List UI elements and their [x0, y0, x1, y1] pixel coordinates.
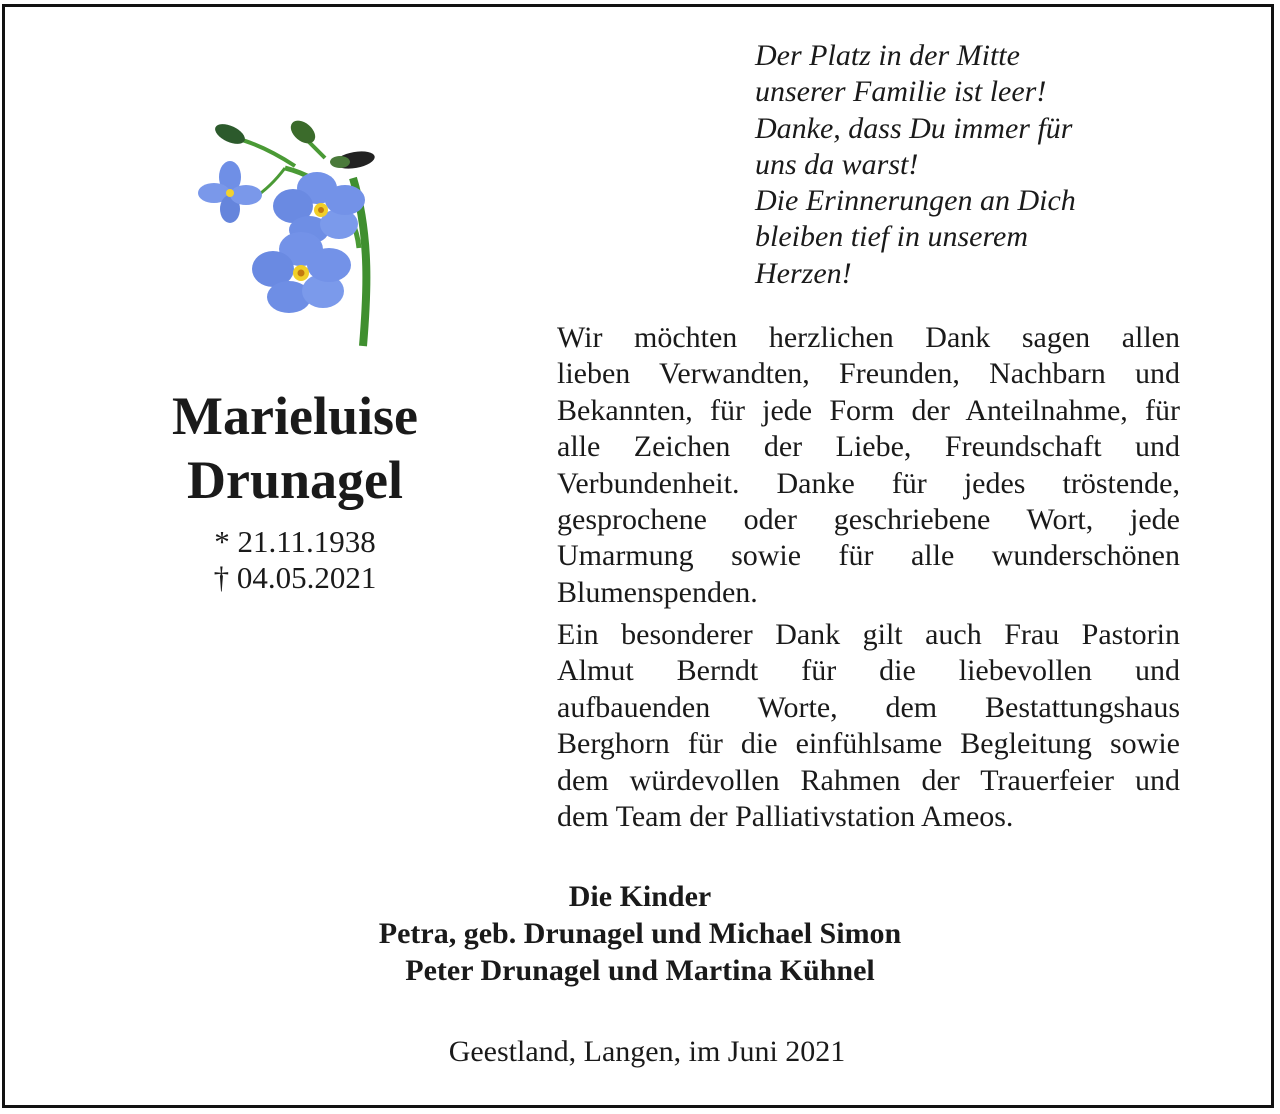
paragraph-line: dem Team der Palliativstation Ameos.: [557, 800, 1014, 834]
paragraph-line: alle Zeichen der Liebe, Freundschaft und: [557, 430, 1180, 464]
poem-line: Danke, dass Du immer für: [755, 111, 1073, 145]
signer-line: Die Kinder: [568, 880, 712, 913]
thanks-paragraph-2: [557, 617, 1180, 835]
thanks-paragraph-1: [557, 320, 1180, 611]
paragraph-line: dem würdevollen Rahmen der Trauerfeier und: [557, 763, 1180, 797]
life-dates: [135, 524, 455, 596]
paragraph-line: Blumenspenden.: [557, 575, 758, 609]
paragraph-line: Ein besonderer Dank gilt auch Frau Pastorin: [557, 618, 1180, 651]
paragraph-line: lieben Verwandten, Freunden, Nachbarn und: [557, 357, 1180, 391]
poem: [755, 38, 1225, 292]
poem-line: unserer Familie ist leer!: [755, 75, 1047, 109]
signer-line: Petra, geb. Drunagel und Michael Simon: [378, 917, 902, 950]
poem-line: Herzen!: [755, 256, 852, 290]
place-and-date: Geestland, Langen, im Juni 2021: [448, 1035, 846, 1068]
poem-line: bleiben tief in unserem: [755, 220, 1028, 254]
death-date: † 04.05.2021: [213, 560, 377, 595]
poem-line: uns da warst!: [755, 147, 919, 181]
poem-line: Die Erinnerungen an Dich: [755, 184, 1076, 218]
paragraph-line: Wir möchten herzlichen Dank sagen allen: [557, 321, 1180, 354]
signers: [0, 878, 1280, 989]
forget-me-not-flower-icon: [175, 98, 420, 348]
paragraph-line: Bekannten, für jede Form der Anteilnahme, für: [557, 393, 1180, 427]
first-name: Marieluise: [172, 386, 418, 446]
paragraph-line: Umarmung sowie für alle wunderschönen: [557, 539, 1180, 573]
paragraph-line: Berghorn für die einfühlsame Begleitung sowie: [557, 727, 1180, 761]
last-name: Drunagel: [187, 450, 403, 510]
signer-line: Peter Drunagel und Martina Kühnel: [405, 954, 875, 987]
paragraph-line: aufbauenden Worte, dem Bestattungshaus: [557, 690, 1180, 724]
poem-line: Der Platz in der Mitte: [755, 39, 1020, 72]
birth-date: * 21.11.1938: [214, 524, 376, 559]
paragraph-line: gesprochene oder geschriebene Wort, jede: [557, 503, 1180, 537]
paragraph-line: Almut Berndt für die liebevollen und: [557, 654, 1180, 688]
paragraph-line: Verbundenheit. Danke für jedes tröstende,: [557, 466, 1180, 500]
deceased-name: [135, 384, 455, 512]
